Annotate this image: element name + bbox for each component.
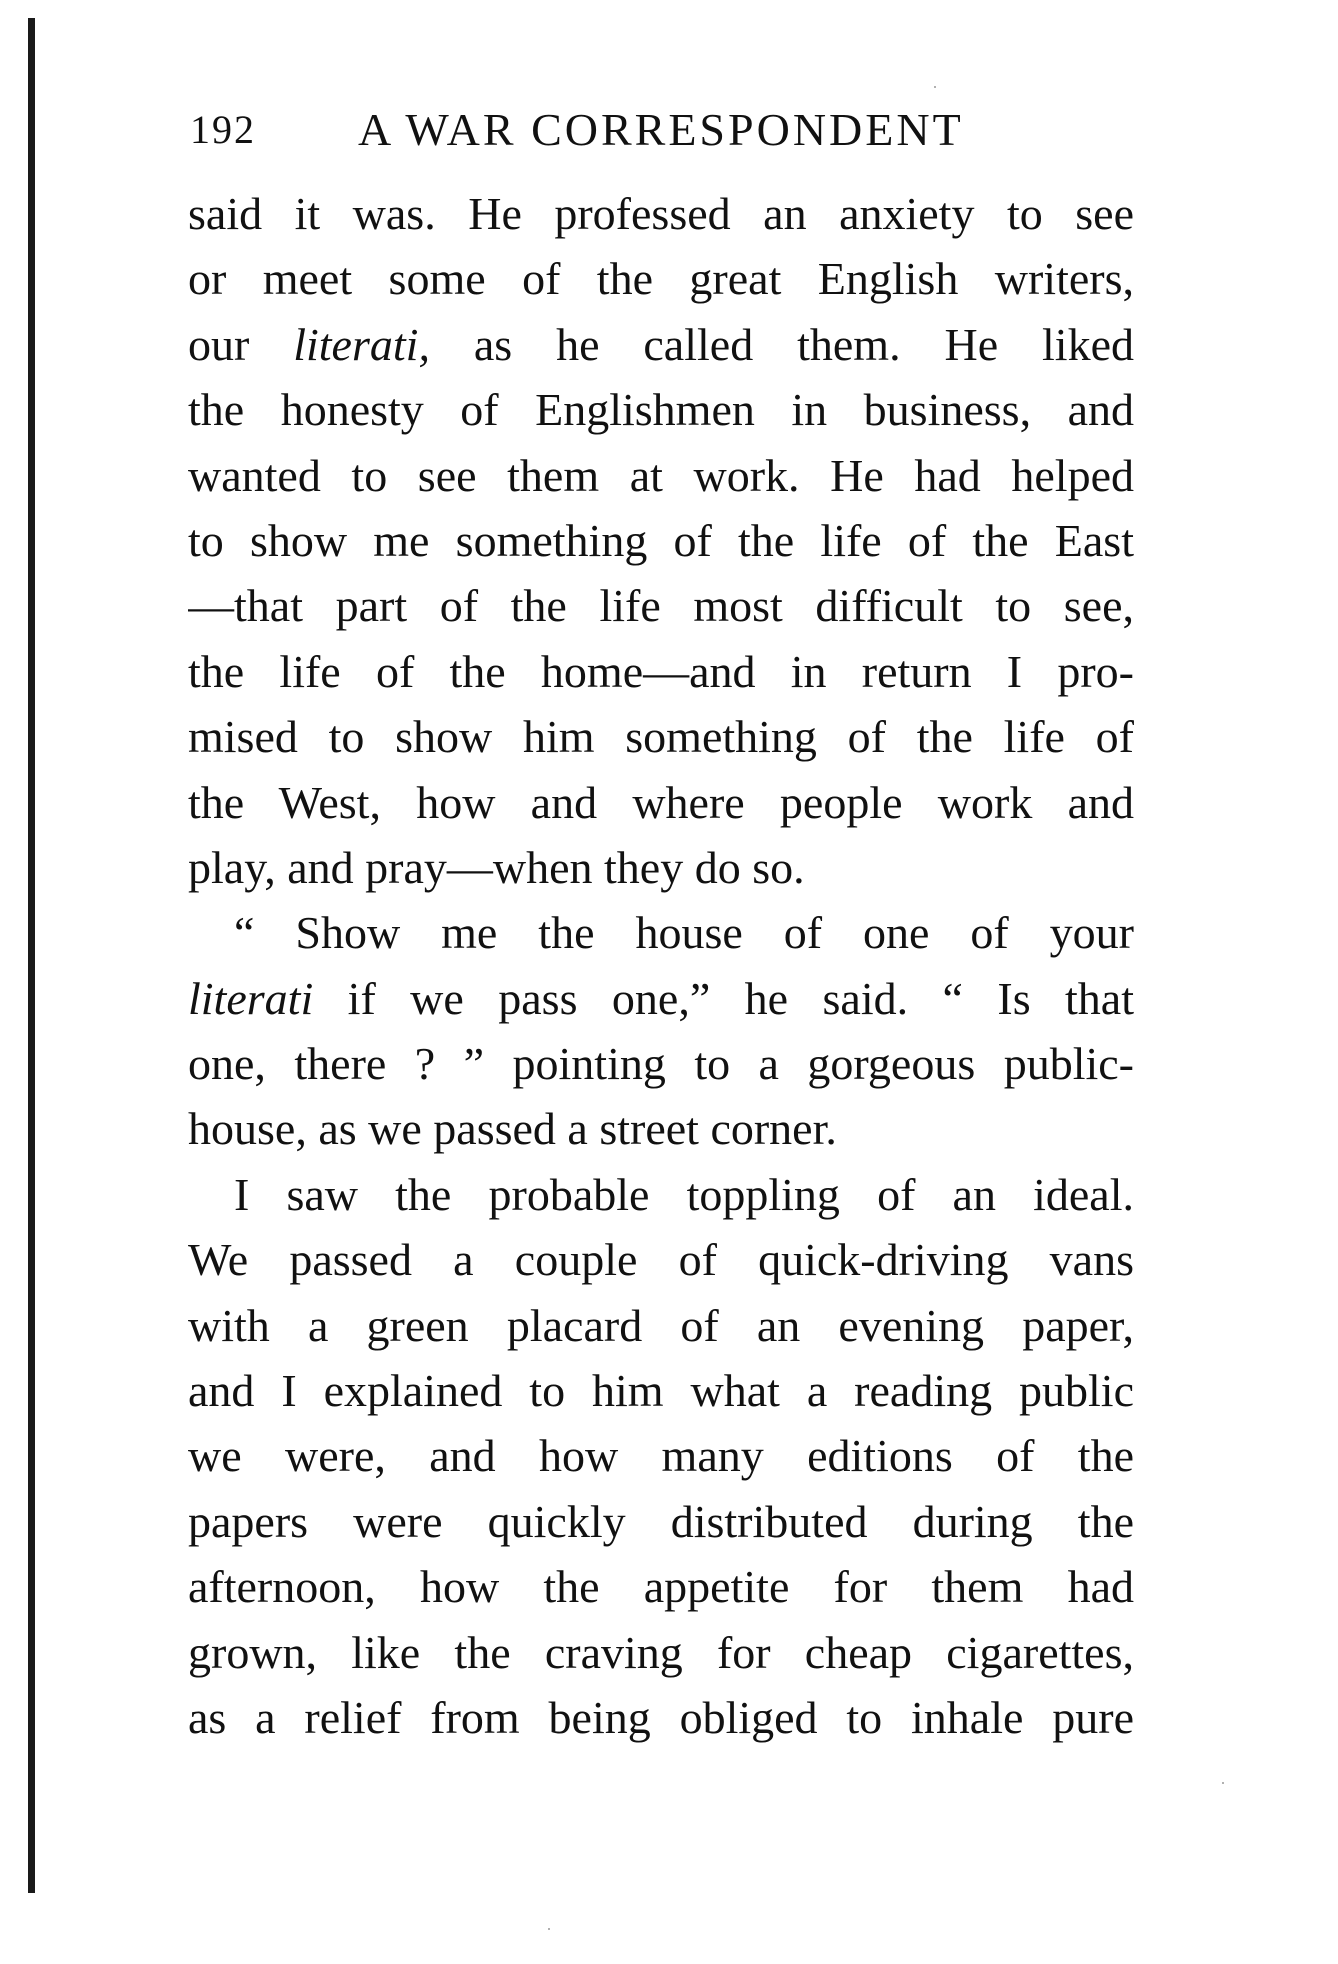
- text-line: we were, and how many editions of the: [188, 1430, 1134, 1482]
- text-line: We passed a couple of quick-driving vans: [188, 1234, 1134, 1286]
- text-line: afternoon, how the appetite for them had: [188, 1561, 1134, 1613]
- paper-speck: [548, 1928, 550, 1930]
- text-line: as a relief from being obliged to inhale pure: [188, 1691, 1134, 1743]
- text-line: —that part of the life most difficult to see,: [188, 580, 1134, 632]
- text-line: our literati, as he called them. He liked: [188, 318, 1134, 370]
- text-line: mised to show him something of the life of: [188, 711, 1134, 763]
- paper-speck: [1222, 1782, 1224, 1784]
- text-line: wanted to see them at work. He had helped: [188, 449, 1134, 501]
- text-line: I saw the probable toppling of an ideal.: [234, 1168, 1134, 1220]
- text-line: play, and pray—when they do so.: [188, 841, 805, 893]
- italic-term: literati,: [293, 318, 430, 370]
- page-number: 192: [190, 107, 256, 152]
- paper-speck: [934, 86, 936, 88]
- body-text: [188, 181, 1134, 1750]
- text-line: the life of the home—and in return I pro-: [188, 645, 1134, 697]
- text-line: “ Show me the house of one of your: [234, 907, 1134, 959]
- text-line: the West, how and where people work and: [188, 776, 1134, 828]
- running-header: [190, 100, 1150, 160]
- text-line: to show me something of the life of the East: [188, 514, 1134, 566]
- binding-edge: [28, 18, 35, 1893]
- text-line: papers were quickly distributed during the: [188, 1495, 1134, 1547]
- text-line: house, as we passed a street corner.: [188, 1103, 837, 1155]
- text-line: and I explained to him what a reading public: [188, 1365, 1134, 1417]
- text-line: said it was. He professed an anxiety to see: [188, 188, 1134, 239]
- text-line: one, there ? ” pointing to a gorgeous public-: [188, 1038, 1134, 1090]
- text-line: grown, like the craving for cheap cigarettes,: [188, 1626, 1134, 1678]
- text-line: the honesty of Englishmen in business, and: [188, 384, 1134, 436]
- running-title: A WAR CORRESPONDENT: [358, 104, 964, 155]
- text-line: or meet some of the great English writers,: [188, 253, 1134, 305]
- text-line: with a green placard of an evening paper,: [188, 1299, 1134, 1351]
- italic-term: literati: [188, 972, 314, 1024]
- text-line: literati if we pass one,” he said. “ Is that: [188, 972, 1134, 1024]
